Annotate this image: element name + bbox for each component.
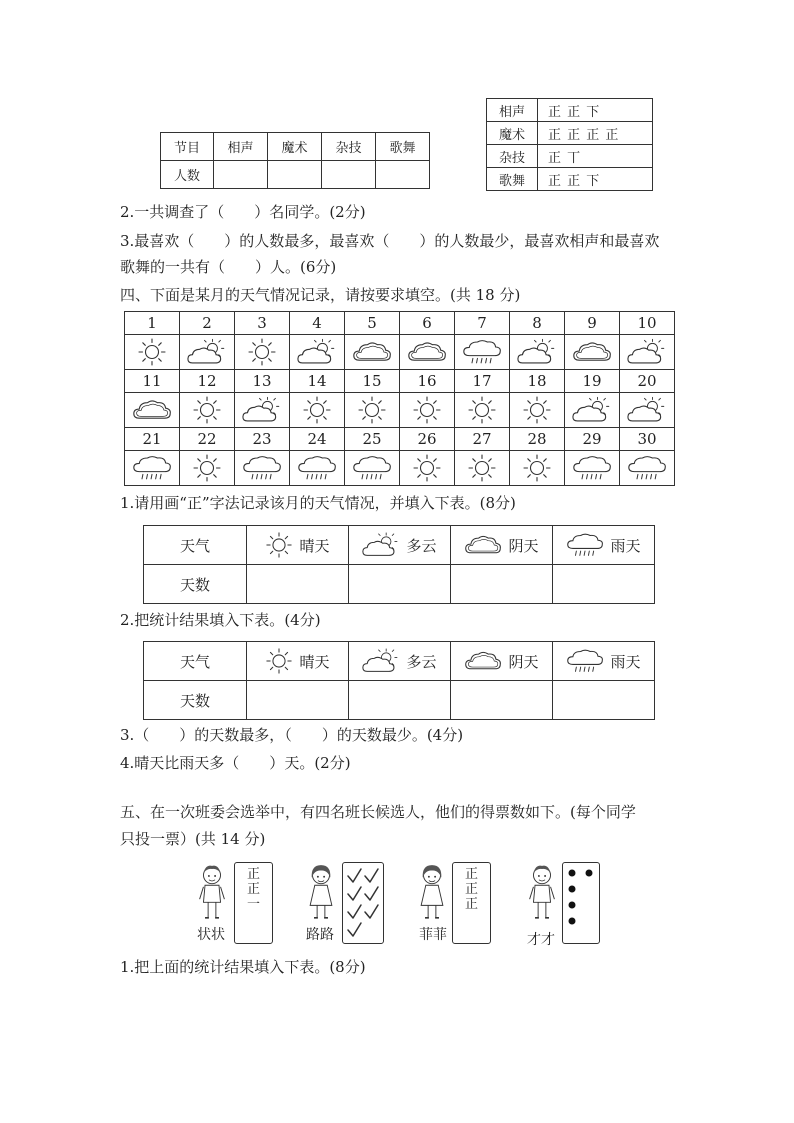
rainy-icon — [627, 454, 667, 482]
vote-dot — [569, 870, 576, 877]
tally-mark: 正 — [464, 867, 478, 882]
cloudy-icon — [464, 648, 502, 674]
question-5-1: 1.把上面的统计结果填入下表。(8分) — [120, 958, 366, 976]
tally-row — [487, 168, 653, 191]
cloudy-icon — [352, 338, 392, 366]
check-mark — [348, 923, 361, 936]
calendar-weather-row — [125, 393, 675, 428]
calendar-day: 9 — [565, 312, 620, 335]
vote-card — [562, 862, 600, 944]
calendar-day-row — [125, 312, 675, 335]
question-4-2: 2.把统计结果填入下表。(4分) — [120, 611, 321, 629]
calendar-weather-cell — [510, 335, 565, 370]
calendar-weather-cell — [565, 335, 620, 370]
program-header: 节目 — [161, 133, 214, 161]
calendar-day: 16 — [400, 370, 455, 393]
vote-dot — [569, 918, 576, 925]
calendar-weather-cell — [400, 451, 455, 486]
girl-figure-icon — [416, 862, 448, 924]
vote-dot — [586, 870, 593, 877]
answer-cell[interactable] — [247, 565, 349, 604]
calendar-weather-cell — [620, 335, 675, 370]
partly-cloudy-icon — [362, 532, 400, 558]
calendar-day: 17 — [455, 370, 510, 393]
calendar-day: 11 — [125, 370, 180, 393]
cloudy-icon — [132, 396, 172, 424]
cloudy-icon — [464, 532, 502, 558]
calendar-weather-cell — [510, 393, 565, 428]
calendar-weather-cell — [125, 393, 180, 428]
calendar-day: 6 — [400, 312, 455, 335]
calendar-day: 23 — [235, 428, 290, 451]
calendar-weather-cell — [400, 335, 455, 370]
program-header: 相声 — [214, 133, 268, 161]
weather-type: 多云 — [406, 536, 437, 555]
weather-label: 天气 — [144, 526, 247, 565]
calendar-weather-cell — [455, 451, 510, 486]
candidate-name: 才才 — [527, 932, 555, 948]
tally-row — [487, 99, 653, 122]
weather-type: 阴天 — [508, 536, 539, 555]
days-label: 天数 — [144, 565, 247, 604]
program-name: 歌舞 — [487, 168, 538, 191]
tally-table — [486, 98, 653, 191]
calendar-day: 1 — [125, 312, 180, 335]
sunny-icon — [522, 453, 552, 483]
calendar-weather-cell — [455, 393, 510, 428]
tally-mark: 正 — [246, 882, 260, 897]
program-name: 魔术 — [487, 122, 538, 145]
tally-row — [487, 122, 653, 145]
calendar-day: 27 — [455, 428, 510, 451]
candidate-name: 路路 — [306, 927, 334, 943]
rainy-icon — [572, 454, 612, 482]
sunny-icon — [265, 647, 293, 675]
calendar-weather-cell — [290, 393, 345, 428]
sunny-icon — [357, 395, 387, 425]
answer-cell[interactable] — [349, 565, 451, 604]
calendar-weather-cell — [125, 451, 180, 486]
question-4-3: 3.（ ）的天数最多，（ ）的天数最少。(4分) — [120, 726, 464, 744]
calendar-weather-cell — [180, 451, 235, 486]
calendar-day: 18 — [510, 370, 565, 393]
tally-marks: 正 正 下 — [538, 99, 653, 122]
weather-type: 阴天 — [508, 652, 539, 671]
calendar-day-row — [125, 428, 675, 451]
calendar-weather-cell — [180, 393, 235, 428]
check-mark — [348, 887, 361, 900]
program-name: 相声 — [487, 99, 538, 122]
partly-cloudy-icon — [187, 338, 227, 366]
answer-cell[interactable] — [451, 681, 553, 720]
weather-type: 雨天 — [610, 536, 641, 555]
sunny-icon — [412, 453, 442, 483]
question-2: 2.一共调查了（ ）名同学。(2分) — [120, 203, 366, 221]
cloudy-icon — [572, 338, 612, 366]
weather-label: 天气 — [144, 642, 247, 681]
tally-mark: 正 — [464, 882, 478, 897]
program-table — [160, 132, 430, 189]
partly-cloudy-icon — [297, 338, 337, 366]
answer-cell[interactable] — [451, 565, 553, 604]
sunny-icon — [247, 337, 277, 367]
calendar-day: 2 — [180, 312, 235, 335]
answer-cell[interactable] — [349, 681, 451, 720]
partly-cloudy-icon — [362, 648, 400, 674]
calendar-weather-cell — [455, 335, 510, 370]
rainy-icon — [352, 454, 392, 482]
calendar-weather-row — [125, 451, 675, 486]
girl-figure-icon — [305, 862, 337, 924]
calendar-day: 29 — [565, 428, 620, 451]
sunny-icon — [192, 395, 222, 425]
calendar-weather-cell — [345, 451, 400, 486]
calendar-day: 15 — [345, 370, 400, 393]
calendar-day: 12 — [180, 370, 235, 393]
check-mark — [348, 905, 361, 918]
section-4-title: 四、下面是某月的天气情况记录，请按要求填空。(共 18 分) — [120, 286, 521, 304]
weather-count-table — [143, 641, 655, 720]
calendar-weather-cell — [565, 393, 620, 428]
rainy-icon — [462, 338, 502, 366]
calendar-weather-cell — [290, 451, 345, 486]
vote-dot — [569, 886, 576, 893]
answer-cell[interactable] — [553, 681, 655, 720]
rainy-icon — [242, 454, 282, 482]
cloudy-icon — [407, 338, 447, 366]
calendar-day: 22 — [180, 428, 235, 451]
calendar-weather-cell — [235, 335, 290, 370]
calendar-weather-cell — [400, 393, 455, 428]
rainy-icon — [566, 648, 604, 674]
answer-cell[interactable] — [322, 161, 376, 189]
sunny-icon — [467, 395, 497, 425]
calendar-weather-cell — [180, 335, 235, 370]
partly-cloudy-icon — [517, 338, 557, 366]
calendar-weather-cell — [510, 451, 565, 486]
calendar-weather-row — [125, 335, 675, 370]
answer-cell[interactable] — [247, 681, 349, 720]
calendar-day: 20 — [620, 370, 675, 393]
calendar-weather-cell — [345, 393, 400, 428]
weather-tally-table — [143, 525, 655, 604]
check-mark — [365, 887, 378, 900]
tally-mark: 一 — [246, 897, 260, 912]
partly-cloudy-icon — [627, 396, 667, 424]
calendar-day: 14 — [290, 370, 345, 393]
sunny-icon — [302, 395, 332, 425]
sunny-icon — [265, 531, 293, 559]
partly-cloudy-icon — [242, 396, 282, 424]
calendar-day: 3 — [235, 312, 290, 335]
calendar-day: 28 — [510, 428, 565, 451]
tally-mark: 正 — [246, 867, 260, 882]
program-header: 杂技 — [322, 133, 376, 161]
check-mark — [348, 869, 361, 882]
answer-cell[interactable] — [268, 161, 322, 189]
rainy-icon — [132, 454, 172, 482]
calendar-day-row — [125, 370, 675, 393]
calendar-day: 30 — [620, 428, 675, 451]
calendar-weather-cell — [620, 451, 675, 486]
calendar-weather-cell — [565, 451, 620, 486]
calendar-weather-cell — [235, 451, 290, 486]
calendar-weather-cell — [620, 393, 675, 428]
weather-type: 晴天 — [299, 536, 330, 555]
section-5-line1: 五、在一次班委会选举中，有四名班长候选人，他们的得票数如下。(每个同学 — [120, 803, 636, 821]
tally-marks: 正 丅 — [538, 145, 653, 168]
tally-marks: 正 正 下 — [538, 168, 653, 191]
vote-card — [234, 862, 273, 944]
calendar-day: 4 — [290, 312, 345, 335]
calendar-day: 10 — [620, 312, 675, 335]
tally-marks: 正 正 正 正 — [538, 122, 653, 145]
rainy-icon — [297, 454, 337, 482]
calendar-day: 21 — [125, 428, 180, 451]
candidate-name: 状状 — [197, 927, 225, 943]
weather-type: 多云 — [406, 652, 437, 671]
calendar-day: 24 — [290, 428, 345, 451]
question-4-1: 1.请用画“正”字法记录该月的天气情况，并填入下表。(8分) — [120, 494, 516, 512]
check-mark — [365, 905, 378, 918]
weather-calendar — [124, 311, 675, 486]
program-header: 歌舞 — [376, 133, 430, 161]
answer-cell[interactable] — [214, 161, 268, 189]
dot-marks — [563, 863, 599, 943]
vote-dot — [569, 902, 576, 909]
question-3-line2: 歌舞的一共有（ ）人。(6分) — [120, 258, 337, 276]
question-3-line1: 3.最喜欢（ ）的人数最多，最喜欢（ ）的人数最少，最喜欢相声和最喜欢 — [120, 232, 660, 250]
calendar-day: 5 — [345, 312, 400, 335]
rainy-icon — [566, 532, 604, 558]
answer-cell[interactable] — [376, 161, 430, 189]
vote-card — [342, 862, 384, 944]
candidate-name: 菲菲 — [419, 927, 447, 943]
check-marks — [343, 863, 383, 943]
calendar-day: 13 — [235, 370, 290, 393]
days-label: 天数 — [144, 681, 247, 720]
tally-row — [487, 145, 653, 168]
sunny-icon — [412, 395, 442, 425]
program-row-label: 人数 — [161, 161, 214, 189]
partly-cloudy-icon — [627, 338, 667, 366]
calendar-day: 19 — [565, 370, 620, 393]
sunny-icon — [467, 453, 497, 483]
question-4-4: 4.晴天比雨天多（ ）天。(2分) — [120, 754, 351, 772]
calendar-day: 7 — [455, 312, 510, 335]
boy-figure-icon — [526, 862, 558, 924]
program-name: 杂技 — [487, 145, 538, 168]
sunny-icon — [522, 395, 552, 425]
calendar-weather-cell — [290, 335, 345, 370]
calendar-day: 26 — [400, 428, 455, 451]
answer-cell[interactable] — [553, 565, 655, 604]
weather-type: 晴天 — [299, 652, 330, 671]
section-5-line2: 只投一票）(共 14 分) — [120, 830, 266, 848]
calendar-weather-cell — [235, 393, 290, 428]
sunny-icon — [137, 337, 167, 367]
partly-cloudy-icon — [572, 396, 612, 424]
calendar-day: 25 — [345, 428, 400, 451]
boy-figure-icon — [196, 862, 228, 924]
sunny-icon — [192, 453, 222, 483]
vote-card — [452, 862, 491, 944]
tally-mark: 正 — [464, 897, 478, 912]
calendar-weather-cell — [125, 335, 180, 370]
check-mark — [365, 869, 378, 882]
calendar-weather-cell — [345, 335, 400, 370]
calendar-day: 8 — [510, 312, 565, 335]
weather-type: 雨天 — [610, 652, 641, 671]
program-header: 魔术 — [268, 133, 322, 161]
